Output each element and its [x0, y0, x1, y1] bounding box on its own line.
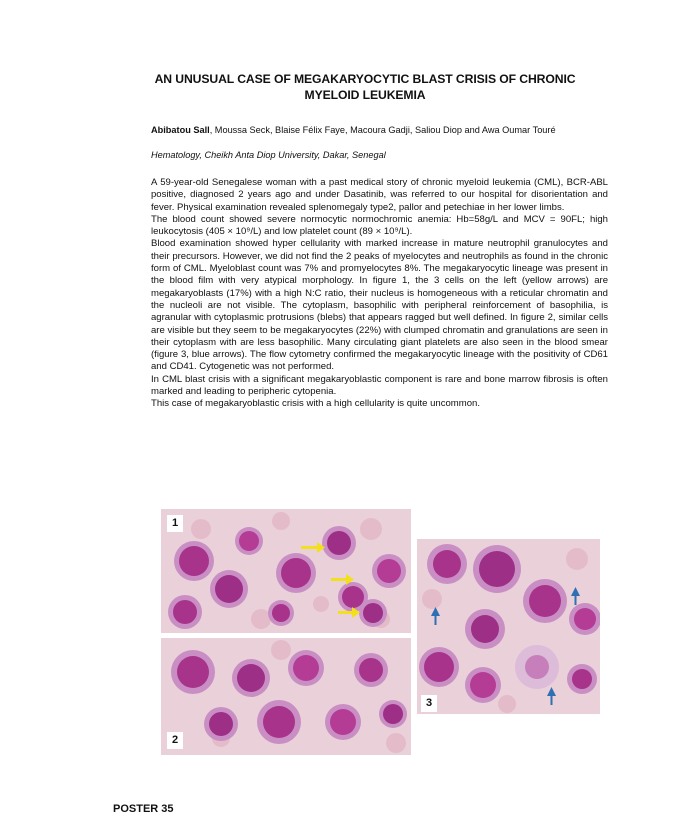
- first-author: Abibatou Sall: [151, 125, 210, 135]
- figure-3-micrograph: [417, 539, 600, 714]
- figure-2-micrograph: [161, 638, 411, 755]
- figure-1-label: 1: [167, 515, 183, 532]
- other-authors: , Moussa Seck, Blaise Félix Faye, Macoura Gadji, Saliou Diop and Awa Oumar Touré: [209, 125, 556, 135]
- figure-2-smear-image: [161, 638, 411, 755]
- figure-1-smear-image: [161, 509, 411, 633]
- paragraph: A 59-year-old Senegalese woman with a past medical story of chronic myeloid leukemia (CML), BCR-ABL positive, diagnosed 2 years ago and under Dasatinib, was referred to our hospital for disorientation and fever. Physical examination revealed splenomegaly type2, pallor and petechiae in her lower limbs.: [151, 177, 608, 213]
- paragraph: This case of megakaryoblastic crisis with a high cellularity is quite uncommon.: [151, 398, 480, 410]
- figure-3-label: 3: [421, 695, 437, 712]
- figure-3-smear-image: [417, 539, 600, 714]
- poster-title: [150, 71, 580, 103]
- figure-2-label: 2: [167, 732, 183, 749]
- title-line-2: MYELOID LEUKEMIA: [304, 88, 426, 102]
- paragraph: In CML blast crisis with a significant megakaryoblastic component is rare and bone marrow fibrosis is often marked and leading to peripheric cytopenia.: [151, 373, 608, 398]
- author-list: [151, 124, 611, 136]
- poster-number: POSTER 35: [113, 803, 174, 815]
- paragraph: The blood count showed severe normocytic normochromic anemia: Hb=58g/L and MCV = 90FL; high leukocytosis (405 × 10⁹/L) and low platelet count (89 × 10⁹/L).: [151, 213, 608, 238]
- paragraph: Blood examination showed hyper cellularity with marked increase in mature neutrophil granulocytes and their precursors. However, we did not find the 2 peaks of myelocytes and neutrophils as found in the chronic form of CML. Myeloblast count was 7% and promyelocytes 8%. The megakaryocytic lineage was present in the blood film with very atypical morphology. In figure 1, the 3 cells on the left (yellow arrows) are megakaryoblasts (17%) with a high N:C ratio, their nucleus is homogeneous with a reticular chromatin and the nucleoli are not visible. The cytoplasm, basophilic with peripheral reinforcement of basophilia, is agranular with cytoplasmic protrusions (blebs) that appears ragged but well defined. In figure 2, similar cells are visible but they seem to be megakaryocytes (22%) with clumped chromatin and granulations are seen in their cytoplasm with are less basophilic. Many circulating giant platelets are also seen in the blood smear (figure 3, blue arrows). The flow cytometry confirmed the megakaryocytic lineage with the positivity of CD61 and CD41. Cytogenetic was not performed.: [151, 238, 608, 373]
- figure-1-micrograph: [161, 509, 411, 633]
- affiliation: Hematology, Cheikh Anta Diop University, Dakar, Senegal: [151, 150, 386, 160]
- title-line-1: AN UNUSUAL CASE OF MEGAKARYOCYTIC BLAST CRISIS OF CHRONIC: [154, 72, 576, 86]
- abstract-body: [151, 177, 608, 411]
